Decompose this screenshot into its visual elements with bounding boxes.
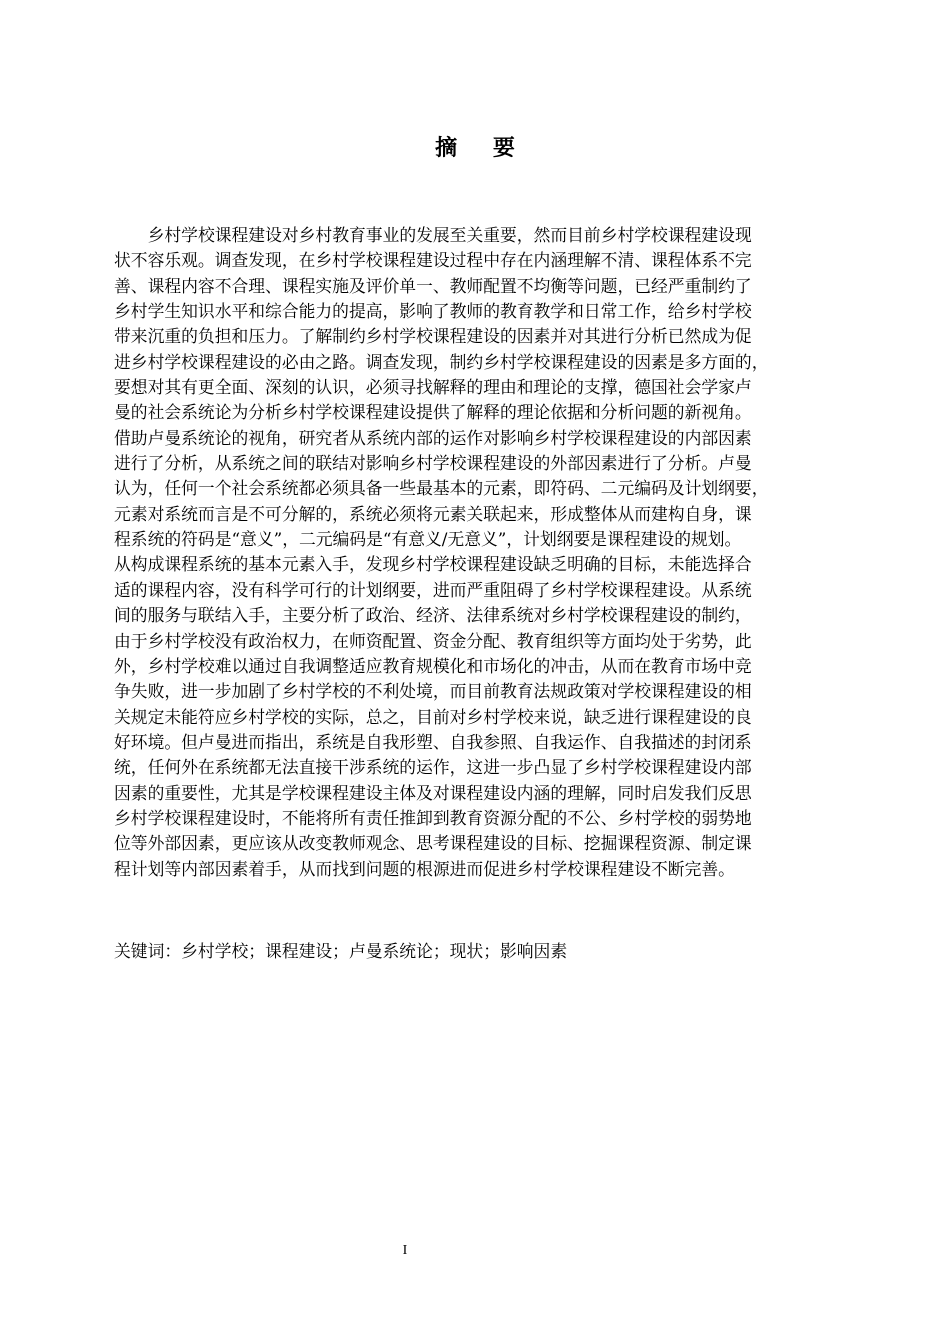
abstract-line: 带来沉重的负担和压力。了解制约乡村学校课程建设的因素并对其进行分析已然成为促 — [114, 326, 752, 347]
abstract-line: 好环境。但卢曼进而指出，系统是自我形塑、自我参照、自我运作、自我描述的封闭系 — [114, 731, 752, 752]
abstract-line: 因素的重要性，尤其是学校课程建设主体及对课程建设内涵的理解，同时启发我们反思 — [114, 782, 752, 803]
page-title: 摘 要 — [435, 136, 529, 161]
page-number: I — [402, 1243, 408, 1258]
abstract-line: 关规定未能符应乡村学校的实际，总之，目前对乡村学校来说，缺乏进行课程建设的良 — [114, 706, 752, 727]
abstract-body — [114, 223, 854, 882]
abstract-line: 乡村学校课程建设时，不能将所有责任推卸到教育资源分配的不公、乡村学校的弱势地 — [114, 807, 752, 828]
abstract-line: 适的课程内容，没有科学可行的计划纲要，进而严重阻碍了乡村学校课程建设。从系统 — [114, 579, 752, 600]
abstract-line: 进乡村学校课程建设的必由之路。调查发现，制约乡村学校课程建设的因素是多方面的， — [114, 351, 769, 372]
abstract-line: 程系统的符码是“意义”，二元编码是“有意义/无意义”，计划纲要是课程建设的规划。 — [114, 529, 742, 550]
abstract-line: 乡村学校课程建设对乡村教育事业的发展至关重要，然而目前乡村学校课程建设现 — [147, 225, 752, 245]
abstract-line: 争失败，进一步加剧了乡村学校的不利处境，而目前教育法规政策对学校课程建设的相 — [114, 681, 752, 702]
abstract-line: 乡村学生知识水平和综合能力的提高，影响了教师的教育教学和日常工作，给乡村学校 — [114, 301, 752, 322]
abstract-line: 状不容乐观。调查发现，在乡村学校课程建设过程中存在内涵理解不清、课程体系不完 — [114, 250, 752, 271]
abstract-line: 认为，任何一个社会系统都必须具备一些最基本的元素，即符码、二元编码及计划纲要， — [114, 478, 769, 499]
abstract-line: 程计划等内部因素着手，从而找到问题的根源进而促进乡村学校课程建设不断完善。 — [114, 858, 735, 879]
abstract-line: 曼的社会系统论为分析乡村学校课程建设提供了解释的理论依据和分析问题的新视角。 — [114, 402, 752, 423]
abstract-line: 要想对其有更全面、深刻的认识，必须寻找解释的理由和理论的支撑，德国社会学家卢 — [114, 377, 752, 398]
abstract-line: 元素对系统而言是不可分解的，系统必须将元素关联起来，形成整体从而建构自身，课 — [114, 503, 752, 524]
keywords: 关键词：乡村学校；课程建设；卢曼系统论；现状；影响因素 — [114, 941, 568, 961]
abstract-line: 借助卢曼系统论的视角，研究者从系统内部的运作对影响乡村学校课程建设的内部因素 — [114, 427, 752, 448]
abstract-line: 间的服务与联结入手，主要分析了政治、经济、法律系统对乡村学校课程建设的制约， — [114, 605, 752, 626]
abstract-line: 从构成课程系统的基本元素入手，发现乡村学校课程建设缺乏明确的目标，未能选择合 — [114, 554, 752, 575]
abstract-line: 由于乡村学校没有政治权力，在师资配置、资金分配、教育组织等方面均处于劣势，此 — [114, 630, 752, 651]
abstract-line: 位等外部因素，更应该从改变教师观念、思考课程建设的目标、挖掘课程资源、制定课 — [114, 833, 752, 854]
abstract-line: 外，乡村学校难以通过自我调整适应教育规模化和市场化的冲击，从而在教育市场中竞 — [114, 655, 752, 676]
abstract-line: 统，任何外在系统都无法直接干涉系统的运作，这进一步凸显了乡村学校课程建设内部 — [114, 757, 752, 778]
abstract-line: 善、课程内容不合理、课程实施及评价单一、教师配置不均衡等问题，已经严重制约了 — [114, 275, 752, 296]
abstract-line: 进行了分析，从系统之间的联结对影响乡村学校课程建设的外部因素进行了分析。卢曼 — [114, 453, 752, 474]
